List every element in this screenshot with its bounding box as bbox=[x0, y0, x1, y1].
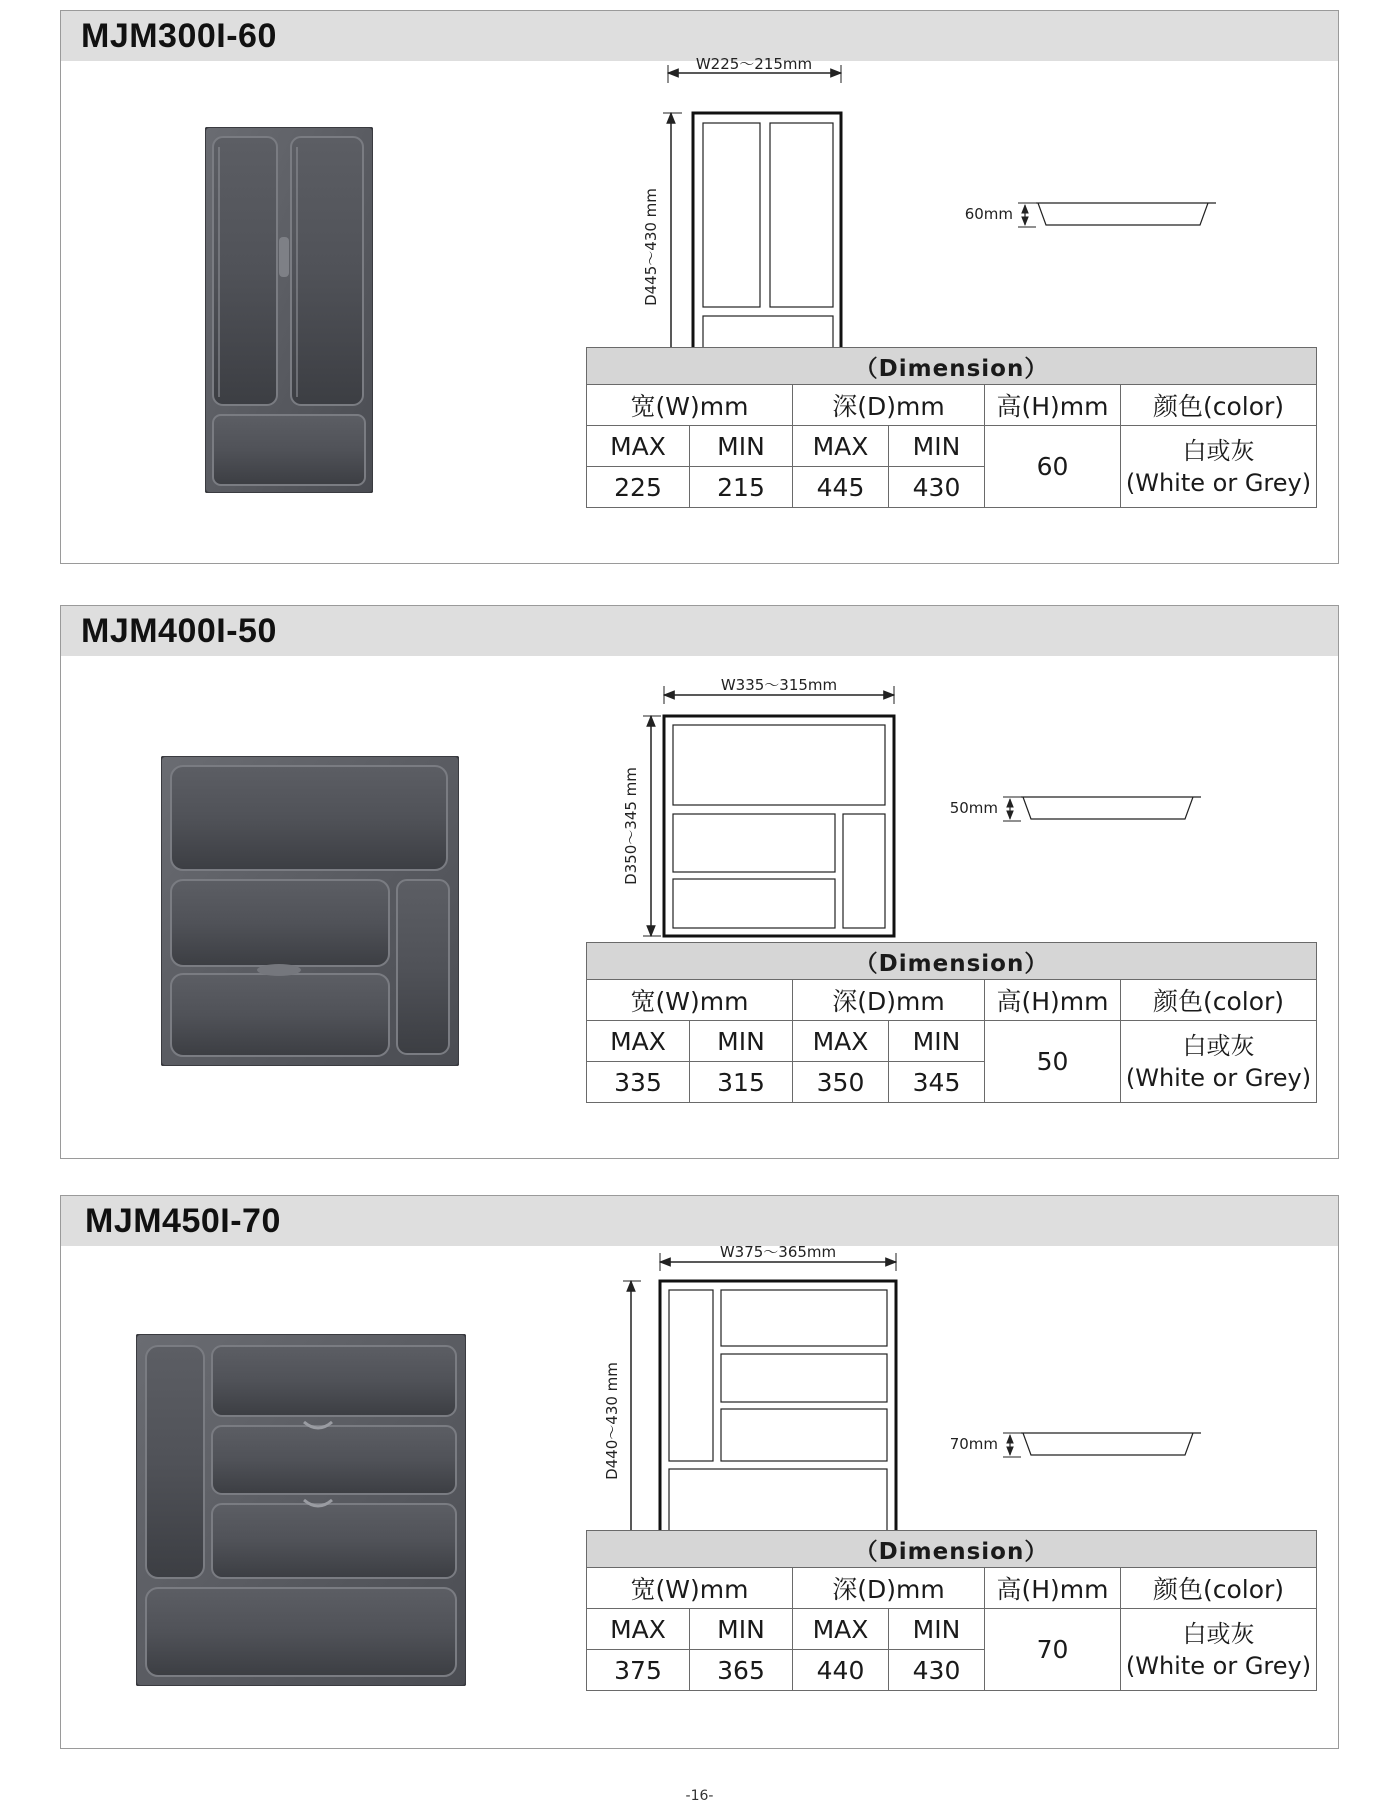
depth-max-value: 440 bbox=[793, 1650, 889, 1691]
col-height-header: 高(H)mm bbox=[985, 385, 1121, 426]
col-width-header: 宽(W)mm bbox=[587, 385, 793, 426]
width-min-value: 215 bbox=[690, 467, 793, 508]
color-value: 白或灰 (White or Grey) bbox=[1121, 1021, 1317, 1103]
model-title: MJM450I-70 bbox=[85, 1202, 281, 1240]
width-min-label: MIN bbox=[690, 426, 793, 467]
top-view-schematic bbox=[603, 1243, 911, 1566]
width-max-label: MAX bbox=[587, 1021, 690, 1062]
depth-min-label: MIN bbox=[889, 1609, 985, 1650]
width-max-value: 225 bbox=[587, 467, 690, 508]
dimension-table bbox=[586, 347, 1317, 508]
col-color-header: 颜色(color) bbox=[1121, 1568, 1317, 1609]
card-header bbox=[61, 11, 1338, 61]
side-view-schematic bbox=[951, 789, 1321, 839]
depth-min-value: 430 bbox=[889, 1650, 985, 1691]
col-depth-header: 深(D)mm bbox=[793, 385, 985, 426]
depth-label: D445～430 mm bbox=[642, 188, 660, 306]
col-height-header: 高(H)mm bbox=[985, 1568, 1121, 1609]
side-view-schematic bbox=[951, 1425, 1321, 1475]
model-title: MJM400I-50 bbox=[81, 612, 277, 650]
width-max-value: 375 bbox=[587, 1650, 690, 1691]
width-max-label: MAX bbox=[587, 1609, 690, 1650]
height-value: 70 bbox=[985, 1609, 1121, 1691]
col-height-header: 高(H)mm bbox=[985, 980, 1121, 1021]
page-number: -16- bbox=[685, 1788, 714, 1804]
table-header: （Dimension） bbox=[587, 1531, 1317, 1568]
top-view-schematic bbox=[622, 666, 916, 966]
col-width-header: 宽(W)mm bbox=[587, 1568, 793, 1609]
width-min-label: MIN bbox=[690, 1609, 793, 1650]
width-label: W375～365mm bbox=[719, 1243, 837, 1261]
color-value: 白或灰 (White or Grey) bbox=[1121, 1609, 1317, 1691]
col-depth-header: 深(D)mm bbox=[793, 1568, 985, 1609]
table-header: （Dimension） bbox=[587, 348, 1317, 385]
depth-max-label: MAX bbox=[793, 1609, 889, 1650]
width-max-value: 335 bbox=[587, 1062, 690, 1103]
width-min-label: MIN bbox=[690, 1021, 793, 1062]
width-min-value: 315 bbox=[690, 1062, 793, 1103]
product-card-2 bbox=[60, 605, 1339, 1159]
depth-min-value: 345 bbox=[889, 1062, 985, 1103]
depth-label: D350～345 mm bbox=[622, 767, 640, 885]
depth-min-label: MIN bbox=[889, 426, 985, 467]
table-header: （Dimension） bbox=[587, 943, 1317, 980]
cutlery-tray-photo bbox=[136, 1334, 466, 1686]
height-label: 70mm bbox=[949, 1435, 998, 1453]
width-max-label: MAX bbox=[587, 426, 690, 467]
height-value: 50 bbox=[985, 1021, 1121, 1103]
top-view-schematic bbox=[642, 55, 871, 357]
model-title: MJM300I-60 bbox=[81, 17, 277, 55]
card-header bbox=[61, 1196, 1338, 1246]
height-label: 60mm bbox=[964, 205, 1013, 223]
height-label: 50mm bbox=[949, 799, 998, 817]
depth-max-label: MAX bbox=[793, 426, 889, 467]
depth-max-label: MAX bbox=[793, 1021, 889, 1062]
dimension-table bbox=[586, 942, 1317, 1103]
col-depth-header: 深(D)mm bbox=[793, 980, 985, 1021]
cutlery-tray-photo bbox=[205, 127, 373, 493]
cutlery-tray-photo bbox=[161, 756, 459, 1066]
col-width-header: 宽(W)mm bbox=[587, 980, 793, 1021]
depth-min-label: MIN bbox=[889, 1021, 985, 1062]
dimension-table bbox=[586, 1530, 1317, 1691]
col-color-header: 颜色(color) bbox=[1121, 385, 1317, 426]
side-view-schematic bbox=[966, 195, 1336, 245]
width-label: W225～215mm bbox=[695, 55, 813, 73]
depth-label: D440～430 mm bbox=[603, 1362, 621, 1480]
depth-max-value: 350 bbox=[793, 1062, 889, 1103]
product-card-3 bbox=[60, 1195, 1339, 1749]
depth-max-value: 445 bbox=[793, 467, 889, 508]
depth-min-value: 430 bbox=[889, 467, 985, 508]
width-min-value: 365 bbox=[690, 1650, 793, 1691]
col-color-header: 颜色(color) bbox=[1121, 980, 1317, 1021]
card-header bbox=[61, 606, 1338, 656]
product-card-1 bbox=[60, 10, 1339, 564]
color-value: 白或灰 (White or Grey) bbox=[1121, 426, 1317, 508]
width-label: W335～315mm bbox=[720, 676, 838, 694]
height-value: 60 bbox=[985, 426, 1121, 508]
